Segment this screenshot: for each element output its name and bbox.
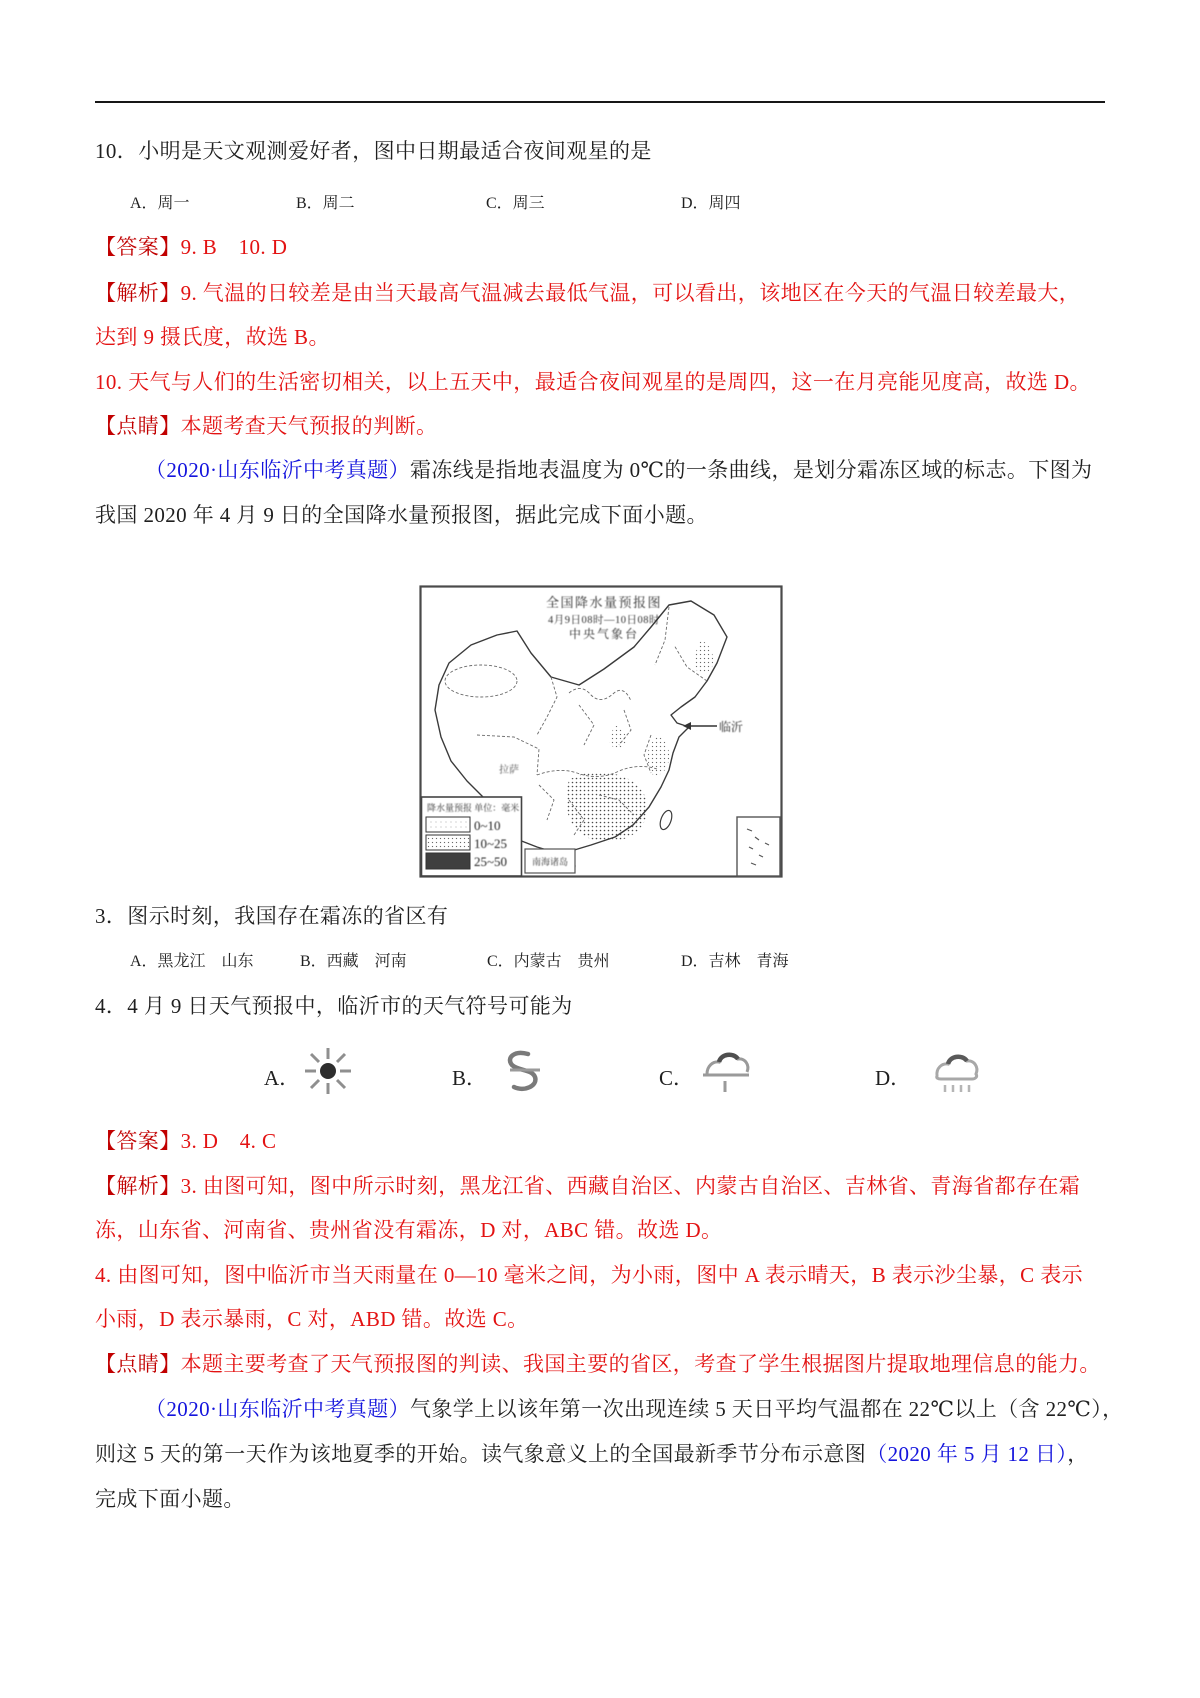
analysis-tag-2: 【解析】 bbox=[95, 1174, 181, 1198]
analysis-1-text-1: 9. 气温的日较差是由当天最高气温减去最低气温，可以看出，该地区在今天的气温日较差最大， bbox=[180, 281, 1081, 305]
linyi-label: 临沂 bbox=[719, 720, 744, 734]
legend-label-25-50: 25~50 bbox=[474, 854, 508, 869]
analysis-tag: 【解析】 bbox=[95, 281, 181, 305]
passage-2-text-3: ， bbox=[1067, 1442, 1089, 1466]
lhasa-label: 拉萨 bbox=[499, 765, 519, 776]
legend-label-0-10: 0~10 bbox=[474, 818, 501, 833]
sun-icon bbox=[298, 1044, 358, 1106]
analysis-2-line-4: 小雨，D 表示暴雨，C 对，ABD 错。故选 C。 bbox=[95, 1307, 529, 1331]
q4-option-a-label: A． bbox=[264, 1066, 301, 1090]
south-sea-inset bbox=[737, 817, 780, 876]
passage-2-line-1 bbox=[145, 1394, 1124, 1424]
tip-2-text: 本题主要考查了天气预报图的判读、我国主要的省区，考查了学生根据图片提取地理信息的能力。 bbox=[180, 1352, 1101, 1376]
question-10-stem: 10．小明是天文观测爱好者，图中日期最适合夜间观星的是 bbox=[95, 139, 652, 163]
passage-2-line-3: 完成下面小题。 bbox=[95, 1487, 245, 1511]
analysis-2-line-2: 冻，山东省、河南省、贵州省没有霜冻，D 对，ABC 错。故选 D。 bbox=[95, 1218, 723, 1242]
passage-2-text-1: 气象学上以该年第一次出现连续 5 天日平均气温都在 22℃以上（含 22℃）， bbox=[410, 1397, 1124, 1421]
q10-option-d: D．周四 bbox=[681, 195, 741, 212]
question-3-stem: 3．图示时刻，我国存在霜冻的省区有 bbox=[95, 904, 449, 928]
tip-2-line bbox=[95, 1349, 1101, 1379]
passage-1-text: 霜冻线是指地表温度为 0℃的一条曲线，是划分霜冻区域的标志。下图为 bbox=[410, 458, 1093, 482]
answer-values-2: 3. D 4. C bbox=[180, 1129, 277, 1153]
exam-source-link-2: （2020·山东临沂中考真题） bbox=[145, 1397, 410, 1421]
answer-line-1 bbox=[95, 232, 287, 262]
legend-label-10-25: 10~25 bbox=[474, 836, 508, 851]
tip-tag-2: 【点睛】 bbox=[95, 1352, 181, 1376]
map-title-line2: 4月9日08时—10日08时 bbox=[548, 615, 660, 626]
map-title-line3: 中央气象台 bbox=[568, 627, 640, 641]
precipitation-map bbox=[419, 585, 783, 878]
answer-line-2 bbox=[95, 1126, 276, 1156]
q3-option-c: C．内蒙古 贵州 bbox=[487, 953, 610, 970]
passage-2-text-2: 则这 5 天的第一天作为该地夏季的开始。读气象意义上的全国最新季节分布示意图 bbox=[95, 1442, 867, 1466]
analysis-2-text-1: 3. 由图可知，图中所示时刻，黑龙江省、西藏自治区、内蒙古自治区、吉林省、青海省都存在霜 bbox=[180, 1174, 1081, 1198]
sandstorm-icon bbox=[492, 1044, 552, 1106]
q4-option-c-label: C． bbox=[659, 1066, 695, 1090]
analysis-2-line-1 bbox=[95, 1171, 1080, 1201]
exam-source-link: （2020·山东临沂中考真题） bbox=[145, 458, 410, 482]
passage-1-line-2: 我国 2020 年 4 月 9 日的全国降水量预报图，据此完成下面小题。 bbox=[95, 503, 708, 527]
analysis-1-line-3: 10. 天气与人们的生活密切相关，以上五天中，最适合夜间观星的是周四，这一在月亮能见度高，故选 D。 bbox=[95, 370, 1091, 394]
analysis-1-line-1 bbox=[95, 278, 1080, 308]
analysis-1-line-2: 达到 9 摄氏度，故选 B。 bbox=[95, 325, 330, 349]
q3-option-a: A．黑龙江 山东 bbox=[130, 953, 254, 970]
q10-option-c: C．周三 bbox=[486, 195, 545, 212]
q3-option-b: B．西藏 河南 bbox=[300, 953, 407, 970]
tip-1-line bbox=[95, 411, 437, 441]
analysis-2-line-3: 4. 由图可知，图中临沂市当天雨量在 0—10 毫米之间，为小雨，图中 A 表示晴天，B 表示沙尘暴，C 表示 bbox=[95, 1263, 1084, 1287]
legend-title: 降水量预报 单位：毫米 bbox=[427, 803, 520, 813]
answer-tag: 【答案】 bbox=[95, 235, 181, 259]
q4-option-d-label: D． bbox=[875, 1066, 912, 1090]
q10-option-b: B．周二 bbox=[296, 195, 355, 212]
date-link: （2020 年 5 月 12 日） bbox=[866, 1442, 1068, 1466]
q3-option-d: D．吉林 青海 bbox=[681, 953, 789, 970]
answer-tag-2: 【答案】 bbox=[95, 1129, 181, 1153]
answer-values: 9. B 10. D bbox=[180, 235, 288, 259]
precipitation-map-figure bbox=[419, 585, 783, 878]
q10-option-a: A．周一 bbox=[130, 195, 190, 212]
south-sea-label: 南海诸岛 bbox=[531, 857, 569, 867]
legend-swatch-25-50 bbox=[426, 853, 470, 869]
map-title-line1: 全国降水量预报图 bbox=[545, 595, 663, 610]
q4-option-b-label: B． bbox=[452, 1066, 488, 1090]
light-rain-icon bbox=[695, 1044, 755, 1106]
heavy-rain-icon bbox=[925, 1044, 985, 1106]
legend-swatch-0-10 bbox=[426, 817, 470, 832]
tip-1-text: 本题考查天气预报的判断。 bbox=[180, 414, 438, 438]
south-sea-label-box bbox=[525, 849, 575, 873]
map-legend bbox=[422, 797, 522, 876]
tip-tag: 【点睛】 bbox=[95, 414, 181, 438]
legend-swatch-10-25 bbox=[426, 835, 470, 850]
passage-2-line-2 bbox=[95, 1439, 1089, 1469]
top-horizontal-rule bbox=[95, 101, 1105, 103]
question-4-stem: 4．4 月 9 日天气预报中，临沂市的天气符号可能为 bbox=[95, 994, 573, 1018]
passage-1-line-1 bbox=[145, 455, 1092, 485]
